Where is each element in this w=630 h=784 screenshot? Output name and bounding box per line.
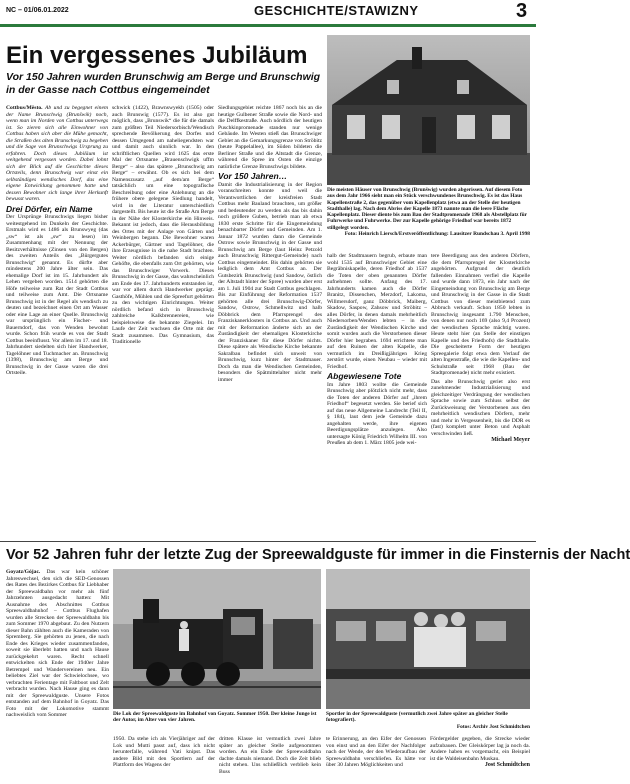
body-text: schwick (1422), Brawnswyekh (1505) oder auch Brunswig (1577). Es ist also gut möglich, dass „Brunswik“ die für die damals zum größten Teil Niedersorbisch/Wendisch sprechende Bevölkerung des Dorfes und dessen Umgegend am naheliegendsten war und damit auch sinnlich war. In den schriftlichen Quellen wird 1625 das erste Mal der Ortsname „Brauenschwigk uffm Berge“ – also das spätere „Brunschwig am Berge“ – erwähnt. Ob es sich bei dem Namenszusatz „auf dem/am Berge“ tatsächlich um eine topografische Beschreibung oder eine Anlehnung an die frühere obere gelegene Siedlung handelt, wird in der Literatur unterschiedlich dargestellt. Bis heute ist die Straße Am Berge in der Nähe der Klosterkirche ein Hinweis. Bekannt ist jedoch, dass die Herausbildung des Ortes mit der Anlage von Gärten und Weinbergen begann. Die Bewohner waren Ackerbürger, Gärtner und Tagelöhner, die ihre Erzeugnisse in die nahe Stadt brachten. Weiter nördlich befanden sich einige Gehöfte, die ebenfalls zum Ort gehörten, wie das Brunschwiger Vorwerk. Dieses Brunschwig in der Gasse, das wahrscheinlich am Ende des 17. Jahrhunderts entstanden ist, war vor allem durch Handwerker geprägt. Gasthöfe, Mühlen und die Spreefurt gehörten zu den wichtigen Einrichtungen. Weiter nördlich befand sich in Brunschwig zahlreiche Kalkbrennereien, wie beispielsweise die bekannte Ziegelei. Im Laufe der Zeit wuchsen die Orte mit der Stadt zusammen. Das Gymnasium, das Traditionelle	[112, 105, 214, 345]
article-column-3	[218, 105, 322, 537]
body-text: Der Ursprünge Brunschwigs liegen bisher weitestgehend im Dunkeln der Geschichte. Erstmals wird es 1486 als Brunswyeg (das „sw“ ist als „sw“ zu lesen) im Zusammenhang mit der Nennung der Besitzverhältnisse (Zinsen von den Bergen) des zweiten Anteils des „Bürgergutes Brunschwig“ genannt. Es dürfte aber mindestens 200 Jahre älter sein. Das ehemalige Dorf ist im 15. Jahrhundert als Lehen vergeben worden. 1514 gehörten die Höfe teilweise zum Rat der Stadt Cottbus und teilweise zum Amt. Die Ortsname Brunschwig ist in der Regel als wendisch zu deuten und bezeichnet einen Ort am Wasser oder eine Lage an einer Quelle. Brunschwig war ursprünglich ein Fischer- und Bauerndorf, das von Wenden bewohnt wurde. Schon früh wurde es von der Stadt Cottbus beeinflusst. Vor allem im 17. und 18. Jahrhundert siedelten sich hier Handwerker, Tagelöhner und Tuchmacher an. Brunschwig (1398), Brunschwig am Berge und Brunschwig in der Gasse waren die drei Ortsteile.	[6, 214, 108, 376]
photo-credit: Foto: Heinrich Liersch/Erstveröffentlichung: Lausitzer Rundschau 3. April 1998	[344, 231, 530, 238]
body-text: dritten Klasse ist vermutlich zwei Jahre später an gleicher Stelle aufgenommen worden. An ein Ende der Spreewaldbahn dachte damals niemand. Doch die Zeit blieb nicht stehen. Uns schließlich verblieb kein Buss	[219, 736, 321, 775]
author: Michael Meyer	[491, 437, 530, 443]
article-column-5	[430, 736, 530, 782]
lead-text: Ab und zu begegnet einem der Name Brunschwig (Brunšwik) noch, wenn man im Norden von Cottbus unterwegs ist. So zieren sich alle Einwohner von Cottbus haben sich aber die Mühe gemacht, die Straßen des alten Brunschwig zu begehen und die Sage von Brunschwigs Ursprung zu erfahren. Doch dieses Jubiläum ist weitgehend vergessen worden. Dabei lohnt sich der Blick auf die Geschichte dieses Ortsteils, denn Brunschwig war einst ein selbständiges wendisches Dorf, das eine eigene Entwicklung genommen hatte und dessen Bewohner sich lange ihrer Herkunft bewusst waren.	[6, 105, 109, 202]
locomotive-photo-image	[113, 569, 321, 709]
photo-credit: Fotos: Archiv Jost Schmidtchen	[456, 723, 530, 730]
article-column-1	[6, 105, 108, 537]
house-photo-image	[327, 35, 530, 185]
article-column-2	[112, 105, 214, 537]
page-number: 3	[516, 0, 528, 22]
house-photo	[327, 35, 530, 185]
body-text: Das alte Brunschwig geriet also erst zunehmender Industrialisierung und gleichzeitiger Verdrängung der wendischen Sprache sowie zum Schluss selbst der Zurückweisung der Verstorbenen aus den mehrheitlich wendischen Dörfern, mehr und mehr in Vergessenheit, bis die DDR es (fast) komplett unter Beton und Asphalt verschwinden ließ.	[431, 378, 530, 437]
article-subtitle: Vor 150 Jahren wurden Brunschwig am Berge und Brunschwig in der Gasse nach Cottbus eingemeindet	[6, 71, 321, 96]
body-text: te Erinnerung, an den Eifer der Genossen von einst und an den Eifer der Nachfolger nach der Wende, der den Wiederaufbau der Spreewaldbahn verschliefen. Es hätte vor über 30 Jahren Möglichkeiten und	[326, 736, 426, 768]
subheading: Abgewiesene Tote	[327, 371, 402, 381]
article-column-5	[431, 253, 530, 537]
dateline: Goyatz/Gójac.	[6, 569, 41, 575]
body-text: Im Jahre 1803 wollte die Gemeinde Brunschwig aber plötzlich nicht mehr, dass die Toten der anderen Dörfer auf „ihrem Friedhof“ begesetzt werden. Sie berief sich auf das neue Allgemeine Landrecht (Teil II, § 184), laut dem jede Gemeinde dazu angehalten werde, ihre eigenen Beerdigungsplätze anzulegen. Also untersagte König Friedrich Wilhelm III. von Preußen ab dem 1. März 1805 jede wei-	[327, 381, 427, 446]
body-text: Damit die Industrialisierung in der Region voranschreiten konnte und weil die Verantwortlichen der kreisfreien Stadt Cottbus mehr Bauland brauchten, um größer und bedeutender zu werden als das bis dahin noch größere Guben, betrieb man ab etwa 1830 erste Schritte für die Eingemeindung benachbarter Dörfer und Gemeinden. Am 1. Januar 1872 wurden dann die Gemeinde Ostrow sowie Brunschwig in der Gasse und Brunschwig am Berge (laut Heinz Petzold auch Brunschwig Rittergut-Gemeinde) nach Cottbus eingemeindet. Bis dahin gehörten sie lediglich dem Amt Cottbus an. Der Gutsbezirk Brunschwig (und Sandow, östlich der Altstadt hinter der Spree) wurden aber erst am 1. Juli 1904 zur Stadt Cottbus geschlagen. Bis zur Einführung der Reformation 1537 gehörten alle drei Brunschwig-Dörfer, Sandow, Ostrow, Schmellwitz und halb Döbbrick dem Pfarrsprengel des Franziskanerklosters in Cottbus an. Und auch mit der Reformation änderte sich an der Zuständigkeit der ehemaligen Klosterkirche der Franziskaner für diese Dörfer nichts. Diese spätere als Wendische Kirche bekannte Sakralbau befindet sich unweit von Brunschwig, kurz hinter der Stadtmauer. Doch da man die Wendischen Gemeinden, besonders die Spätmittelalter nicht mehr immer	[218, 181, 322, 383]
article-title: Ein vergessenes Jubiläum	[6, 42, 308, 69]
locomotive-photo	[113, 569, 321, 709]
article-column-2	[113, 736, 215, 782]
body-text: 1950. Da stehe ich als Vierjähriger auf der Lok und Mutti passt auf, dass ich nicht herunterfalle, während Vati knipst. Das andere Bild mit den Sportlern auf der Plattform des Wagens der	[113, 736, 215, 768]
body-text: Das war kein schöner Jahreswechsel, den sich die SED-Genossen des Rates des Bezirkes Cottbus für Liebhaber der Spreewaldbahn vor mehr als fünf Jahrzehnten ausgedacht hatten: Mit Ausnahme des Abschnittes Cottbus Spreewaldbahnhof – Cottbus Flughafen wurden alle Strecken der Spreewaldbahn bis zum Sommer 1970 abgebaut. Zu den Nutzern dieser Bahn zählten auch die Kameraden von Spremberg. Sie gehörten zu jenen, die nach Ende des Krieges wieder zusammenfanden, soweit sie überlebt hatten und nach Hause zurückgekehrt waren. Recht schnell entwickelten sich Ende der 1940er Jahre Betrempel und Wandervereinen neu. Ein beliebtes Ziel war der Schwielochsee, wo verbrachten Ferientage mit Faltboot und Zelt verbracht wurden. Nach Hause ging es dann mit der Spreewaldguste. Unsere Fotos entstanden auf dem Bahnhof in Goyatz. Das Foto mit der Lokomotive stammt nachweislich vom Sommer	[6, 569, 109, 718]
header-rule	[0, 24, 536, 27]
article-column-4	[327, 253, 427, 537]
subheading: Drei Dörfer, ein Name	[6, 203, 93, 214]
article-divider	[0, 541, 536, 542]
sportsmen-photo-image	[326, 569, 530, 709]
sportsmen-photo	[326, 569, 530, 709]
article-column-3	[219, 736, 321, 782]
body-text: halb der Stadtmauern begrub, erbaute man wohl 1535 auf Brunschwiger Gebiet eine Begräbniskapelle, deren Friedhof ab 1537 die Toten der oben genannten Dörfer aufnehmen sollte. Anfang des 17. Jahrhunderts kamen auch die Dörfer Branitz, Dissenchen, Merzdorf, Lakoma, Willmersdorf, ganz Döbbrick, Maiberg, Skadow, Saspow, Zahsow und Ströbitz – alles Dörfer, in denen damals mehrheitlich Niedersorben/Wenden lebten – in die Zuständigkeit der Wendischen Kirche und somit wurden auch die Verstorbenen dieser Dörfer hier begraben. 1694 errichtete man auf den Ruinen der alten Kapelle, die vermutlich im Dreißigjährigen Krieg zerstört wurde, einen Neubau – wieder mit Friedhof.	[327, 253, 427, 370]
section-title: GESCHICHTE/STAWIZNY	[254, 3, 419, 18]
sportsmen-photo-caption: Sportler in der Spreewaldguste (vermutlich zwei Jahre später an gleicher Stelle fotografiert). Fotos: Archiv Jost Schmidtchen	[326, 711, 530, 730]
body-text: tere Beerdigung aus den anderen Dörfern, die dem Pfarrsprengel der Klosterkirche angehörten. Aufgrund der deutlich fallenden Einnahmen verfiel die Kapelle und wurde dann 1873, ein Jahr nach der Eingemeindung von Brunschwig am Berge und Brunschwig in der Gasse in die Stadt Cottbus von dieser meistbietend zum Abbruch verkauft. Schon 1850 lebten in Brunschwig insgesamt 1.790 Menschen, von denen nur noch 169 (also 9,4 Prozent) der wendischen Sprache mächtig waren. Heute steht hier (an Stelle der einstigen Kapelle und des Friedhofs) die Stadthalle. Die gescheiterte Form der heutigen Spreegalerie folgt etwa dem Verlauf der alten Ingenstraße, die wie die Kapellen- und Schulstraße seit 1968 (Bau der Stadtpromenade) nicht mehr existiert.	[431, 253, 530, 376]
house-photo-caption: Die meisten Häuser von Brunschwig (Brunšwig) wurden abgerissen. Auf diesem Foto aus dem Jahr 1966 sieht man ein Stück verschwundenes Brunschwig. Es ist das Haus Kapellenstraße 2, das gegenüber vom Kapellenplatz (etwa an der Stelle der heutigen Stadthalle) lag. Nach dem Abriss der Kapelle 1873 nannte man die leere Fläche Kapellenplatz. Dieser diente bis zum Bau der Stadtpromenade 1968 als Abstellplatz für Fuhrwerke und Fuhrwerke. Der zur Kapelle gehörige Friedhof war bereits 1872 stillgelegt worden. Foto: Heinrich Liersch/Erstveröffentlichung: Lausitzer Rundschau 3. April 1998	[327, 187, 530, 238]
locomotive-photo-caption: Die Lok der Spreewaldguste im Bahnhof von Goyatz. Sommer 1950. Der kleine Junge ist der Autor, im Alter von vier Jahren.	[113, 711, 317, 724]
issue-number: NC – 01/06.01.2022	[6, 7, 69, 14]
page-header	[0, 0, 536, 24]
author: Jost Schmidtchen	[484, 762, 530, 768]
article-title: Vor 52 Jahren fuhr der letzte Zug der Spreewaldguste für immer in die Finsternis der Nacht	[6, 547, 630, 563]
body-text: Fördergelder gegeben, die Strecke wieder aufzubauen. Der Gleiskörper lag ja noch da. Andere haben es vorgemacht, ein Beispiel ist die Waldeisenbahn Muskau.	[430, 736, 530, 762]
dateline: Cottbus/Město.	[6, 105, 43, 111]
body-text: Siedlungsgebiet reichte 1867 noch bis an die heutige Gulbener Straße sowie die Nord- und die Delffkestraße. Auch nördlich der heutigen Puschkinpromenade standen nur wenige Gebäude. Im Westen stieß das Brunschwiger Gebiet an die Gemarkungsgrenze von Ströbitz (heute Pappelallee), im Süden bildeten die Berliner Straße und die Altstadt die Grenze, während die Spree im Osten die einzige natürliche Grenze Brunschwigs bildete.	[218, 105, 322, 170]
article-column-1	[6, 569, 109, 781]
subheading: Vor 150 Jahren…	[218, 171, 288, 181]
article-column-4	[326, 736, 426, 782]
